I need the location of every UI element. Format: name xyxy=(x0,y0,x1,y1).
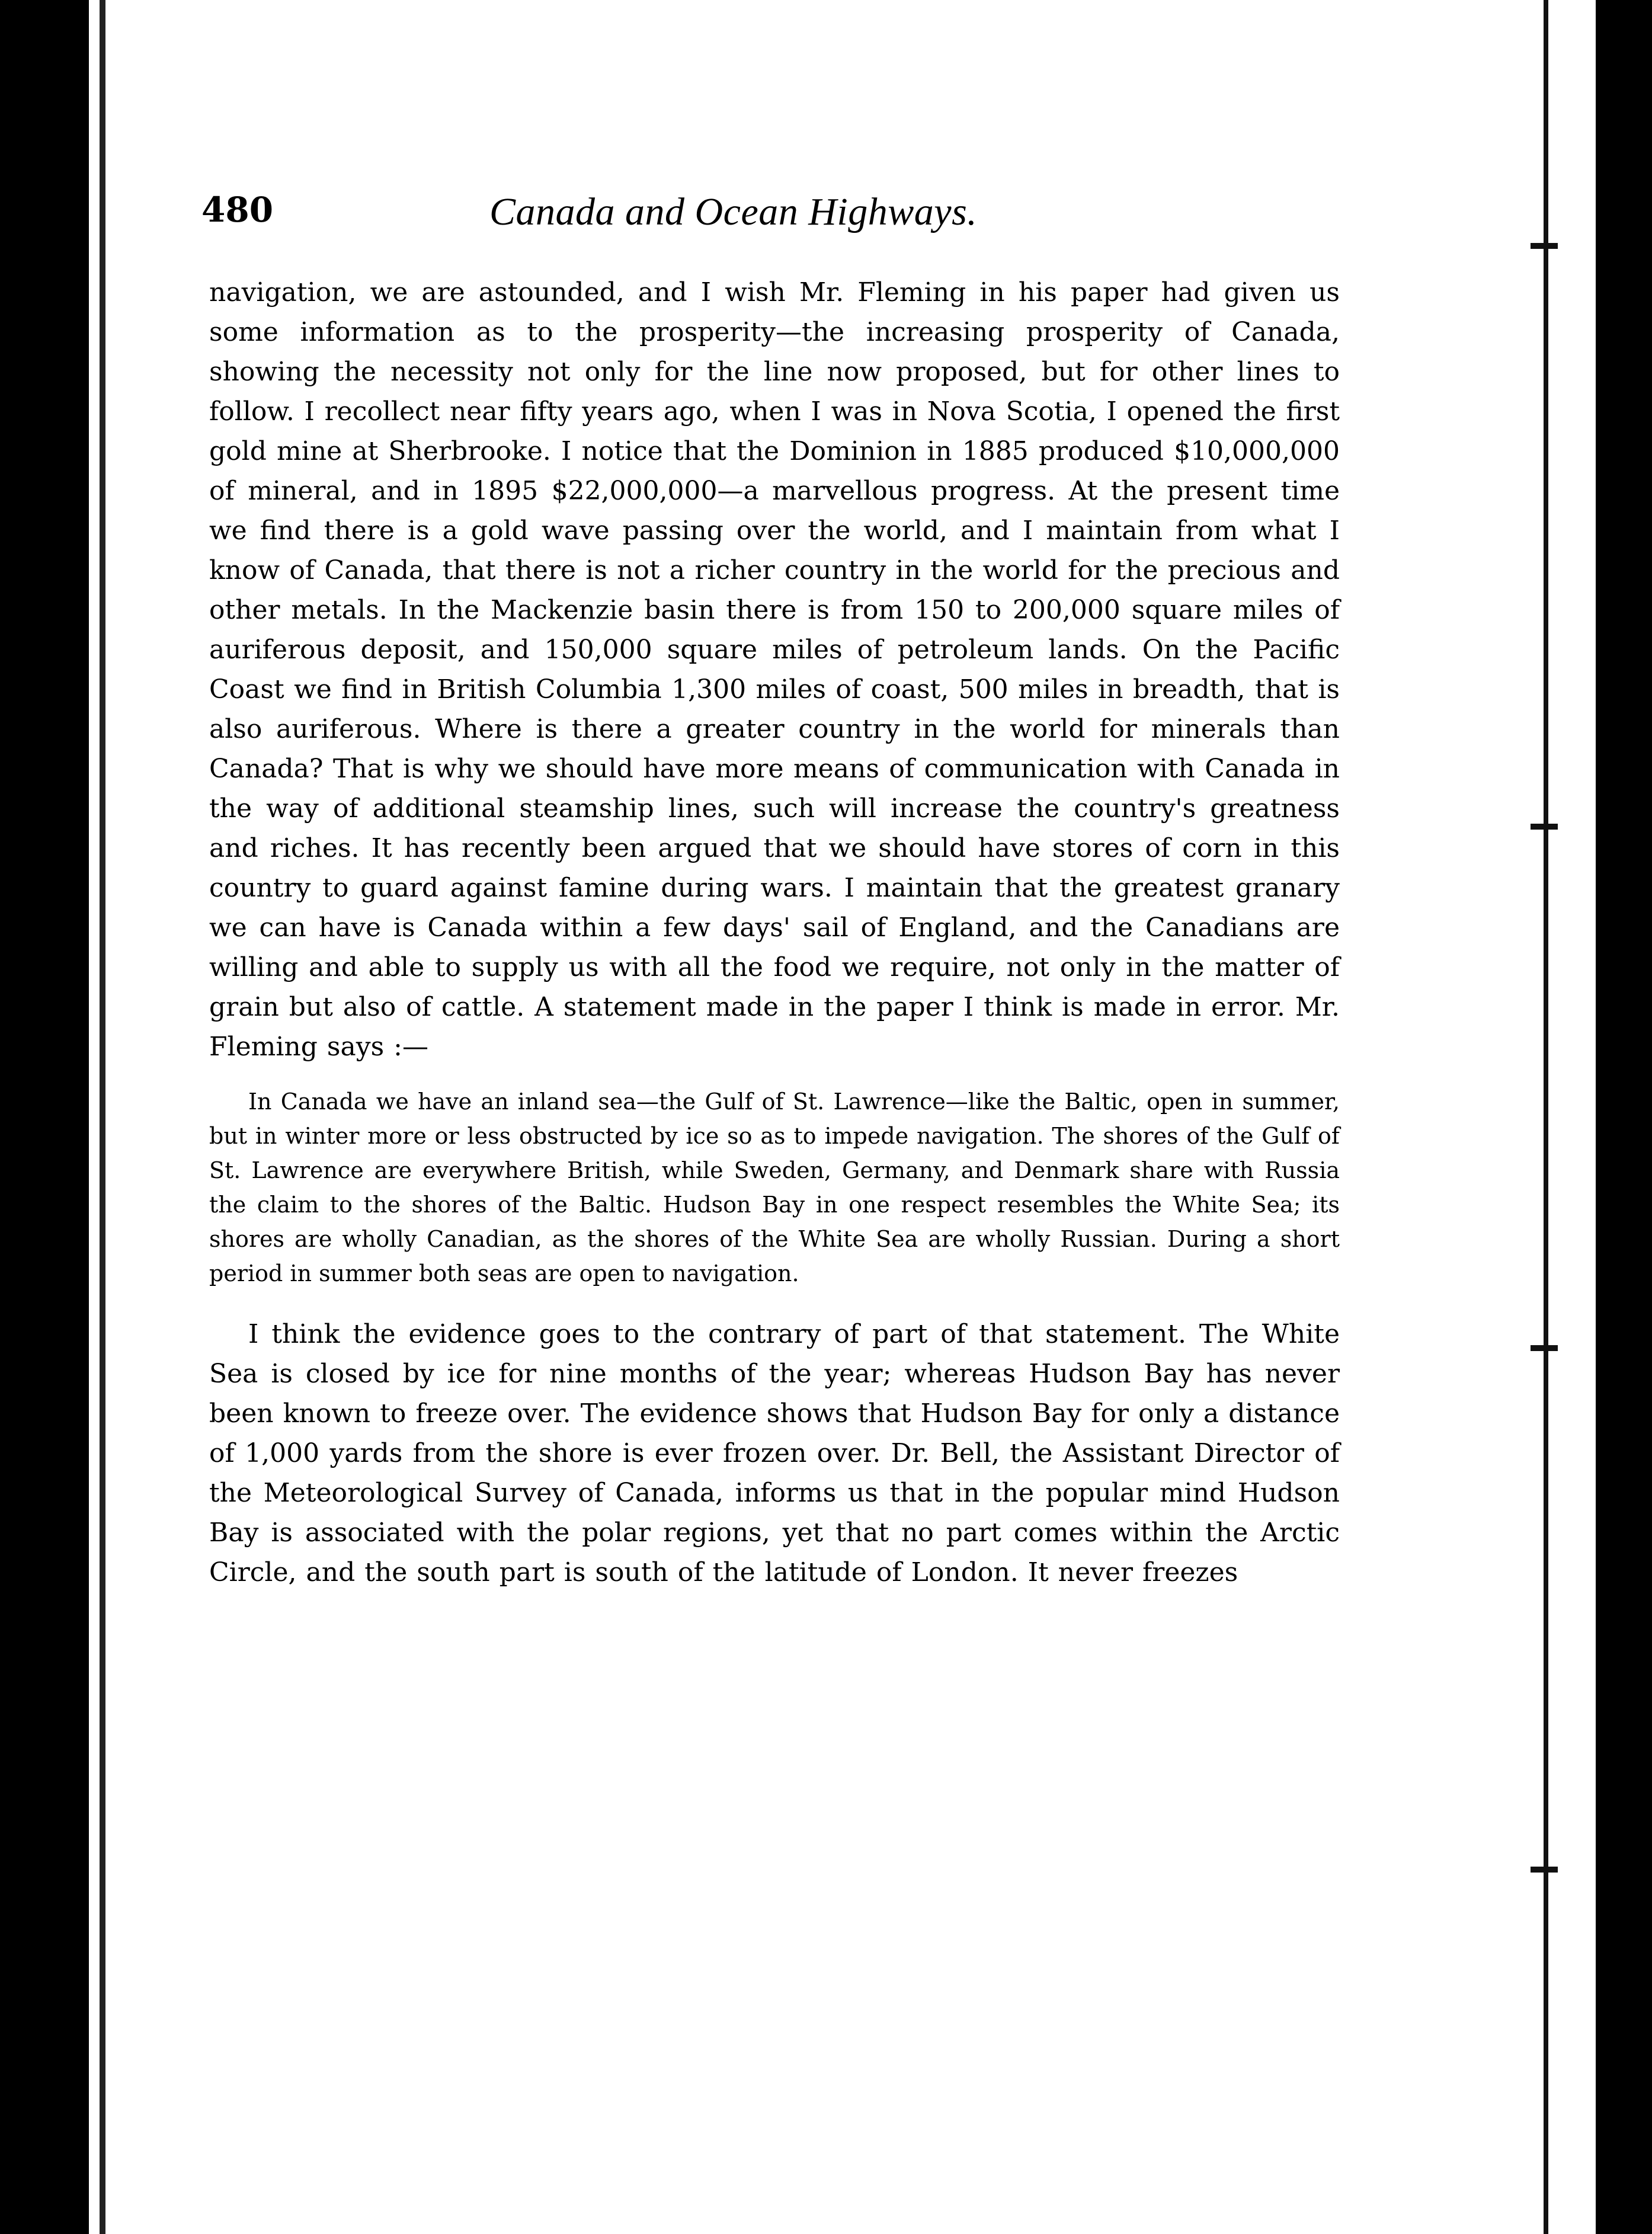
block-quotation: In Canada we have an inland sea—the Gulf of St. Lawrence—like the Baltic, open in summer, but in winter more or less obstructed by ice so as to impede navigation. The shores of the Gulf of St. Lawrence are everywhere British, while Sweden, Germany, and Denmark share with Russia the claim to the shores of the Baltic. Hudson Bay in one respect resembles the White Sea; its shores are wholly Canadian, as the shores of the White Sea are wholly Russian. During a short period in summer both seas are open to navigation. xyxy=(209,1089,1340,1286)
margin-mark xyxy=(1531,824,1558,830)
margin-mark xyxy=(1531,1345,1558,1351)
right-page-fold xyxy=(1544,0,1548,2234)
binding-line xyxy=(100,0,105,2234)
page-header xyxy=(201,190,1179,249)
page-number: 480 xyxy=(201,190,274,230)
body-paragraph: navigation, we are astounded, and I wish Mr. Fleming in his paper had given us some information as to the prosperity—the increasing prosperity of Canada, showing the necessity not only for the line now proposed, but for other lines to follow. I recollect near fifty years ago, when I was in Nova Scotia, I opened the first gold mine at Sherbrooke. I notice that the Dominion in 1885 produced $10,000,000 of mineral, and in 1895 $22,000,000—a marvellous progress. At the present time we find there is a gold wave passing over the world, and I maintain from what I know of Canada, that there is not a richer country in the world for the precious and other metals. In the Mackenzie basin there is from 150 to 200,000 square miles of auriferous deposit, and 150,000 square miles of petroleum lands. On the Pacific Coast we find in British Columbia 1,300 miles of coast, 500 miles in breadth, that is also auriferous. Where is there a greater country in the world for minerals than Canada? That is why we should have more means of communication with Canada in the way of additional steamship lines, such will increase the country's greatness and riches. It has recently been argued that we should have stores of corn in this country to guard against famine during wars. I maintain that the greatest granary we can have is Canada within a few days' sail of England, and the Canadians are willing and able to supply us with all the food we require, not only in the matter of grain but also of cattle. A statement made in the paper I think is made in error. Mr. Fleming says :— xyxy=(209,277,1340,1062)
page-text xyxy=(209,273,1340,1592)
margin-mark xyxy=(1531,1867,1558,1873)
adjacent-page-edge xyxy=(1548,0,1596,2234)
body-paragraph: I think the evidence goes to the contrary of part of that statement. The White Sea is closed by ice for nine months of the year; whereas Hudson Bay has never been known to freeze over. The evidence shows that Hudson Bay for only a distance of 1,000 yards from the shore is ever frozen over. Dr. Bell, the Assistant Director of the Meteorological Survey of Canada, informs us that in the popular mind Hudson Bay is associated with the polar regions, yet that no part comes within the Arctic Circle, and the south part is south of the latitude of London. It never freezes xyxy=(209,1319,1340,1588)
margin-mark xyxy=(1531,243,1558,249)
running-title: Canada and Ocean Highways. xyxy=(489,190,978,233)
